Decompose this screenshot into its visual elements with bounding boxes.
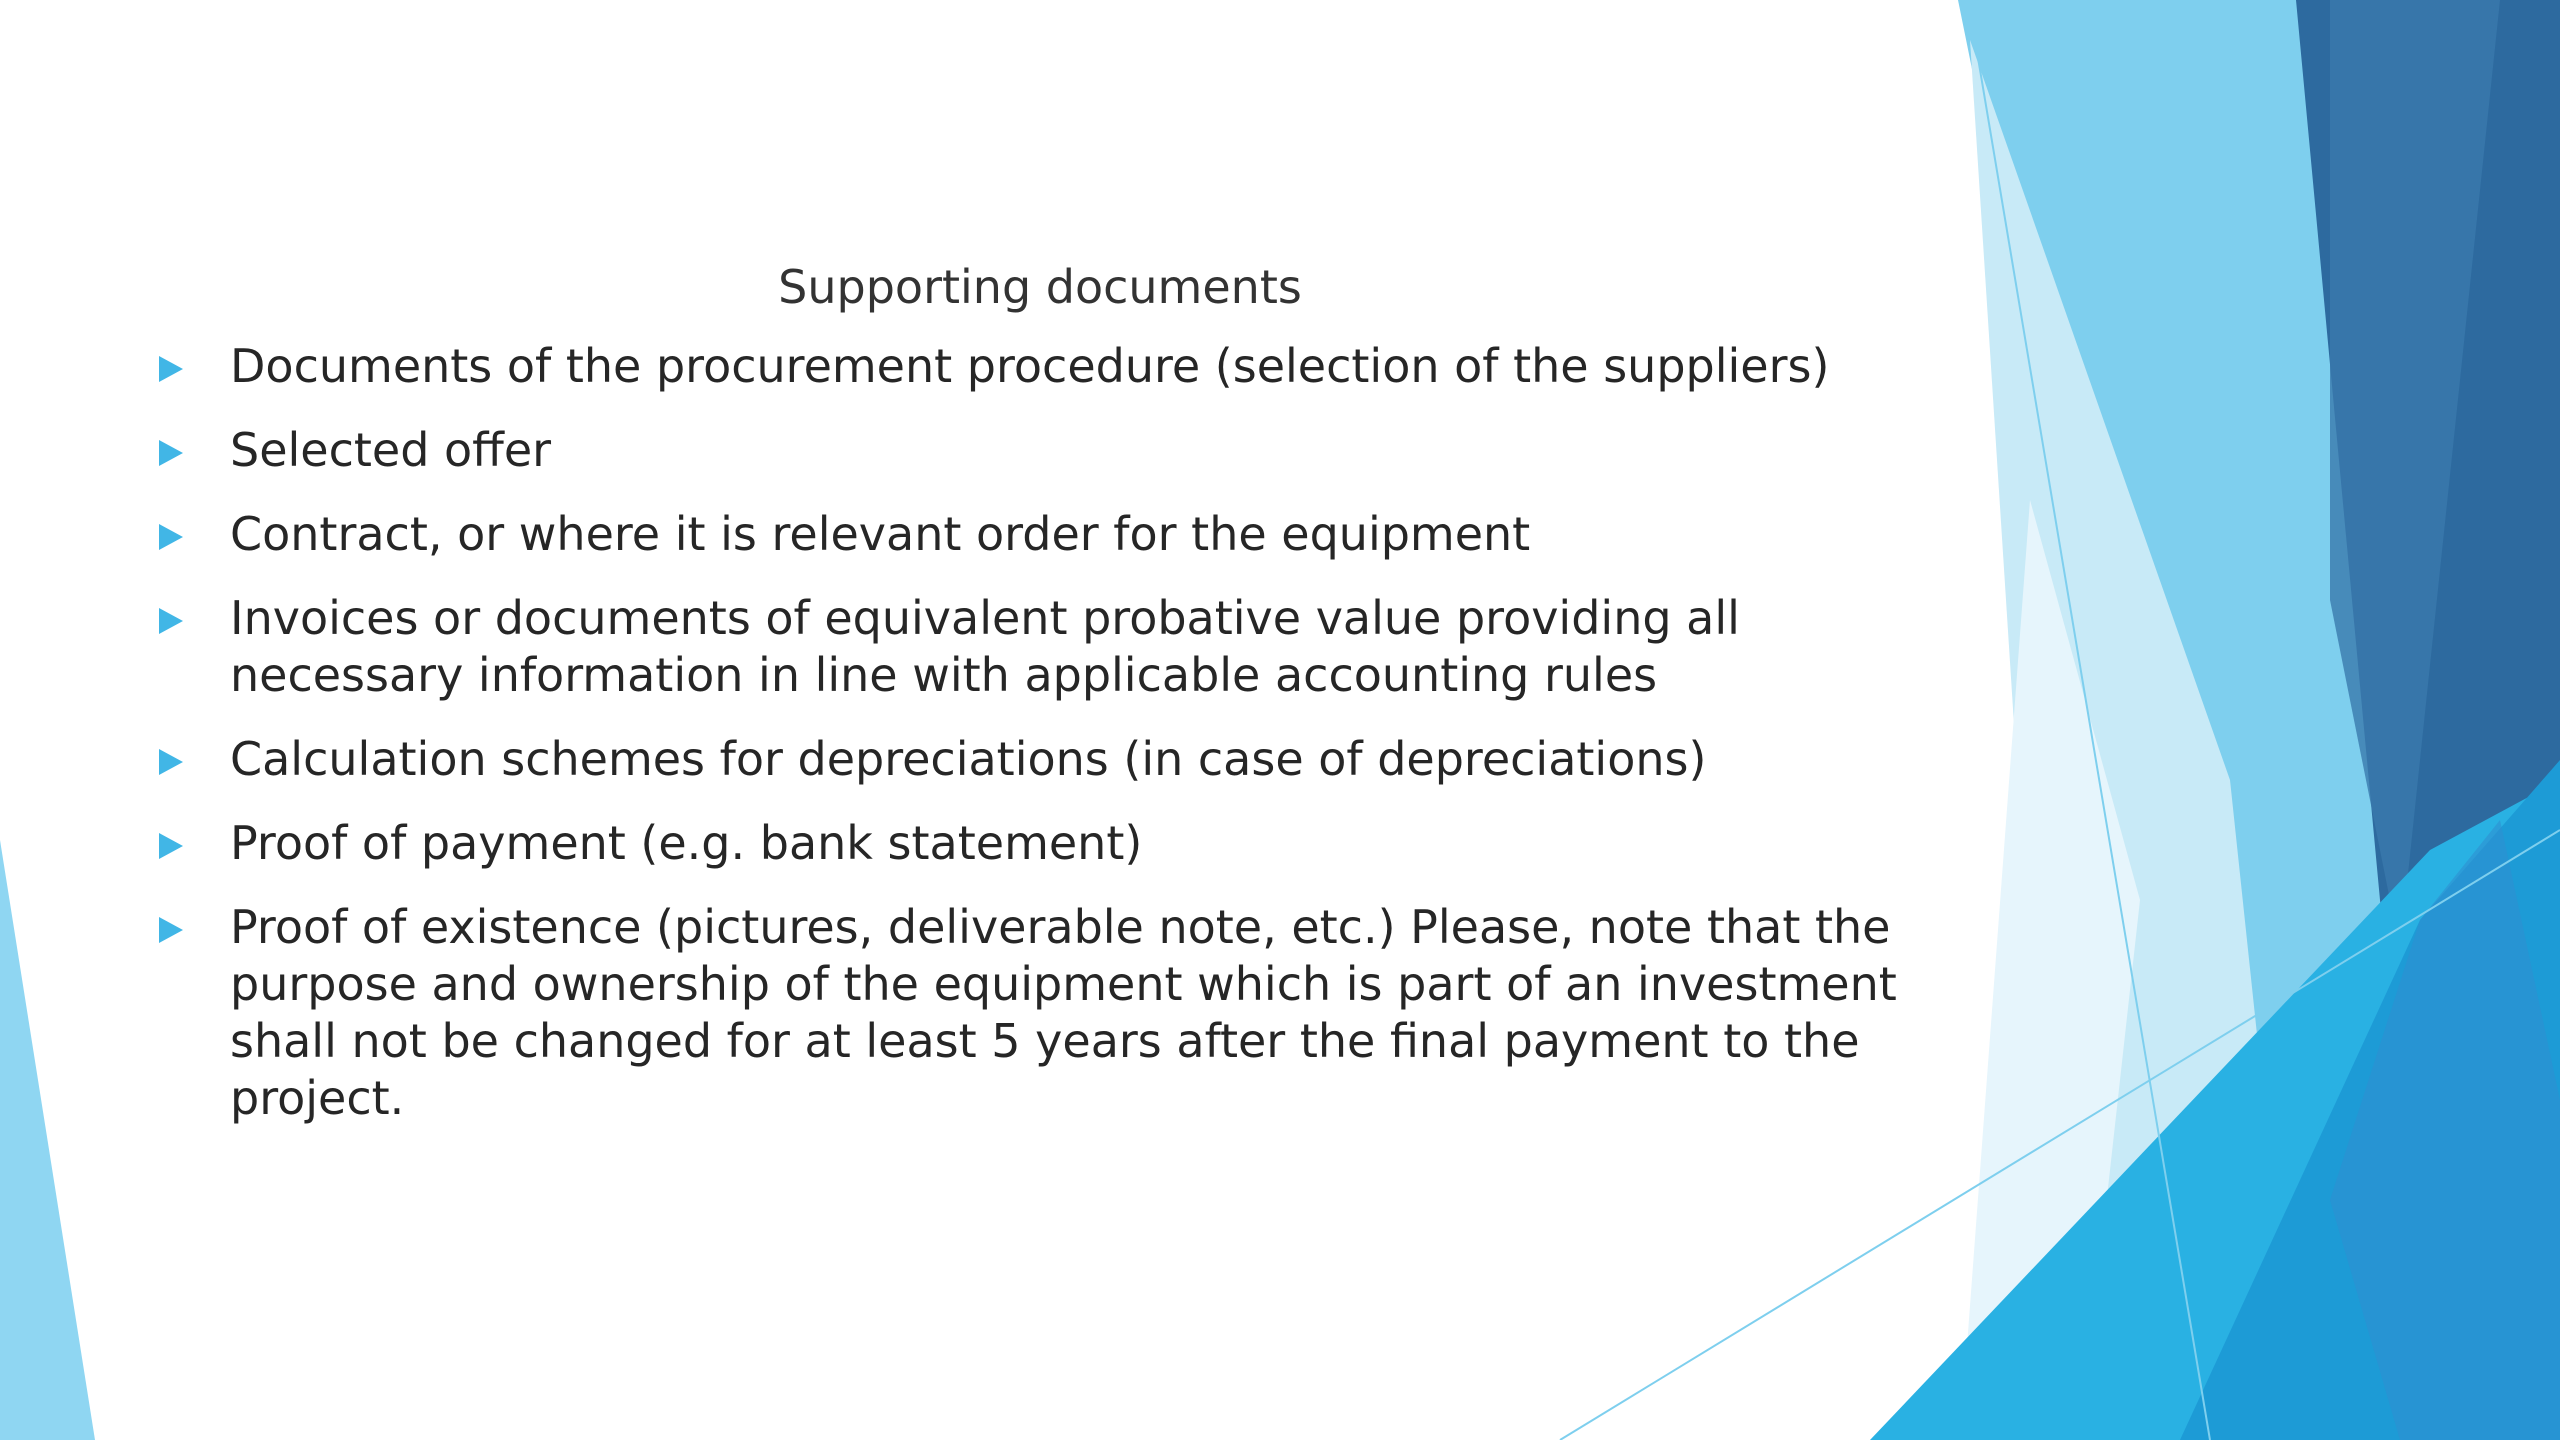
slide-title: Supporting documents bbox=[778, 260, 1302, 314]
list-item bbox=[150, 731, 1910, 788]
list-item bbox=[150, 338, 1910, 395]
list-item bbox=[150, 422, 1910, 479]
triangle-right-icon bbox=[159, 833, 183, 859]
bullet-text: Invoices or documents of equivalent probative value providing all necessary information in line with applicable accounting rules bbox=[230, 591, 1740, 702]
triangle-right-icon bbox=[159, 608, 183, 634]
list-item bbox=[150, 899, 1910, 1127]
triangle-right-icon bbox=[159, 524, 183, 550]
bullet-text: Proof of existence (pictures, deliverable note, etc.) Please, note that the purpose and ownership of the equipment which is part of an investment shall not be changed for at least 5 years after the final payment to the project. bbox=[230, 900, 1897, 1125]
list-item bbox=[150, 506, 1910, 563]
bullet-text: Selected offer bbox=[230, 423, 552, 477]
triangle-right-icon bbox=[159, 917, 183, 943]
list-item bbox=[150, 815, 1910, 872]
triangle-right-icon bbox=[159, 356, 183, 382]
bullet-list bbox=[150, 338, 1910, 1154]
bullet-text: Proof of payment (e.g. bank statement) bbox=[230, 816, 1143, 870]
bullet-text: Contract, or where it is relevant order for the equipment bbox=[230, 507, 1531, 561]
triangle-right-icon bbox=[159, 440, 183, 466]
list-item bbox=[150, 590, 1910, 704]
triangle-right-icon bbox=[159, 749, 183, 775]
bullet-text: Calculation schemes for depreciations (in case of depreciations) bbox=[230, 732, 1707, 786]
left-edge-shape bbox=[0, 840, 95, 1440]
bullet-text: Documents of the procurement procedure (selection of the suppliers) bbox=[230, 339, 1830, 393]
